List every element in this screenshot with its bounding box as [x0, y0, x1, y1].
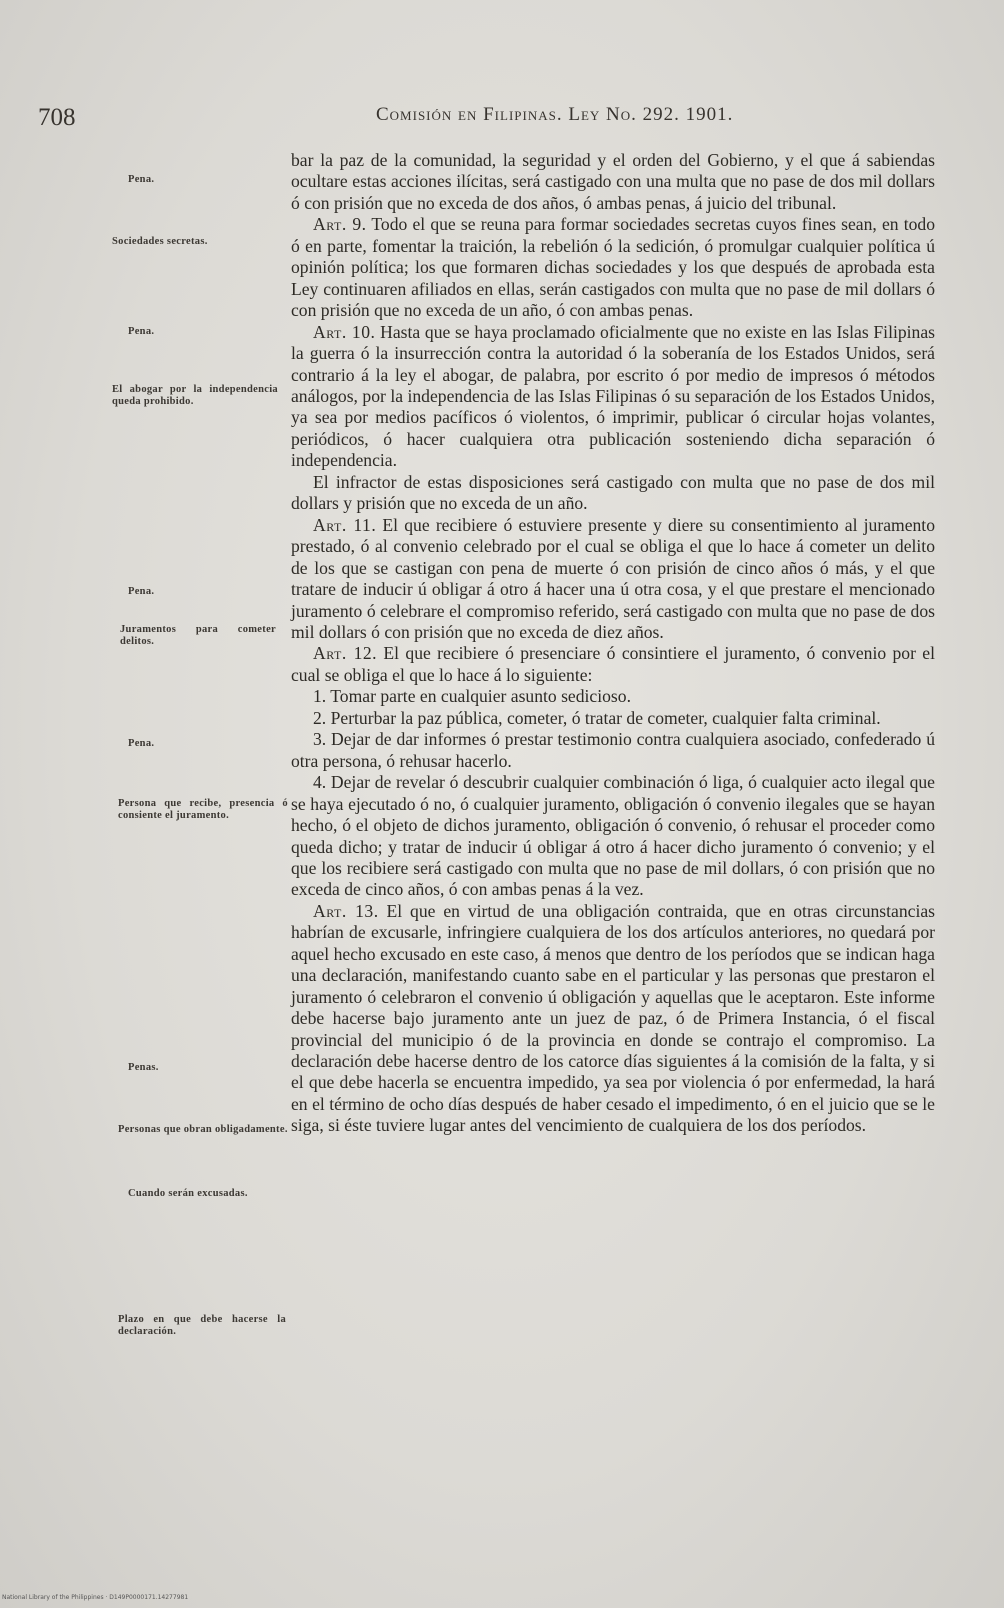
article-text: Hasta que se haya proclamado oficialmente que no existe en las Islas Filipinas la guerra ó la insurrección contra la autoridad ó la soberanía de los Estados Unidos, será contrario á la ley el abogar, de palabra, por escrito ó por medio de impresos ó métodos análogos, por la independencia de las Islas Filipinas ó su separación de los Estados Unidos, ya sea por medios pacíficos ó violentos, ó imprimir, publicar ó circular hojas volantes, periódicos, ó hacer cualquiera otra publicación sosteniendo dicha separación ó independencia. [291, 321, 935, 471]
article-text: El que recibiere ó estuviere presente y diere su consentimiento al juramento prestado, ó al convenio celebrado por el cual se obliga el que lo hace á cometer un delito de los que se castigan con pena de muerte ó con prisión de cinco años ó más, y el que tratare de inducir ú obligar á otro á hacer una ú otra cosa, y el que prestare el mencionado juramento ó celebrare el compromiso referido, será castigado con multa que no pase de dos mil dollars ó con prisión que no exceda de diez años. [291, 514, 935, 642]
paragraph-infractor: El infractor de estas disposiciones será castigado con multa que no pase de dos mil dollars y prisión que no exceda de un año. [291, 471, 935, 514]
article-label: Art. 11. [313, 514, 377, 535]
article-12 [291, 643, 935, 686]
margin-note-pena: Pena. [128, 174, 155, 185]
margin-note-independencia: El abogar por la independencia queda prohibido. [112, 384, 278, 407]
margin-note-obligadamente: Personas que obran obligadamente. [118, 1124, 288, 1135]
margin-note-juramentos: Juramentos para cometer delitos. [120, 624, 276, 647]
list-item: 3. Dejar de dar informes ó prestar testimonio contra cualquiera asociado, confederado ú otra persona, ó rehusar hacerlo. [291, 729, 935, 771]
article-label: Art. 13. [313, 900, 379, 921]
paragraph-continuation: bar la paz de la comunidad, la seguridad y el orden del Gobierno, y el que á sabiendas ocultare estas acciones ilícitas, será castigado con una multa que no pase de dos mil dollars ó con prisión que no exceda de dos años, ó ambas penas, á juicio del tribunal. [291, 150, 935, 213]
margin-note-persona-juramento: Persona que recibe, presencia ó consiente el juramento. [118, 798, 288, 821]
list-item: 4. Dejar de revelar ó descubrir cualquier combinación ó liga, ó cualquier acto ilegal que se haya ejecutado ó no, ó cualquier juramento, obligación ó convenio ilegales que se hayan hecho, ó el objeto de dichos juramento, obligación ó convenio, ó rehusar el proceder como queda dicho; y tratar de inducir ú obligar á otro á hacer dicho juramento ó convenio; y el que los recibiere será castigado con multa que no pase de mil dollars, ó con prisión que no exceda de cinco años, ó con ambas penas á la vez. [291, 772, 935, 900]
article-13 [291, 901, 935, 1137]
article-label: Art. 9. [313, 214, 367, 235]
running-head: Comisión en Filipinas. Ley No. 292. 1901. [376, 104, 734, 125]
margin-note-sociedades-secretas: Sociedades secretas. [112, 236, 208, 247]
list-item: 1. Tomar parte en cualquier asunto sedicioso. [313, 686, 631, 707]
list-item: 2. Perturbar la paz pública, cometer, ó tratar de cometer, cualquier falta criminal. [313, 707, 881, 728]
body-text [291, 150, 935, 1137]
margin-note-pena: Pena. [128, 738, 155, 749]
article-11 [291, 515, 935, 644]
article-text: El que en virtud de una obligación contraida, que en otras circunstancias habrían de excusarle, infringiere cualquiera de los dos artículos anteriores, no quedará por aquel hecho excusado en este caso, á menos que dentro de los períodos que se indican haga una declaración, manifestando cuanto sabe en el particular y las personas que prestaron el juramento ó celebraron el convenio ú obligación y aquellas que le aceptaron. Este informe debe hacerse bajo juramento ante un juez de paz, ó de Primera Instancia, ó el fiscal provincial del municipio ó de la provincia en donde se contrajo el compromiso. La declaración debe hacerse dentro de los catorce días siguientes á la comisión de la falta, y si el que debe hacerla se encuentra impedido, ya sea por violencia ó por enfermedad, la hará en el término de ocho días después de haber cesado el impedimento, ó en el juicio que se le siga, si éste tuviere lugar antes del vencimiento de cualquiera de los dos períodos. [291, 900, 936, 1136]
article-text: El que recibiere ó presenciare ó consintiere el juramento, ó convenio por el cual se obliga el que lo hace á lo siguiente: [291, 643, 936, 685]
article-label: Art. 12. [313, 643, 378, 664]
margin-note-pena: Pena. [128, 326, 155, 337]
article-10 [291, 322, 935, 472]
article-label: Art. 10. [313, 321, 376, 342]
margin-note-penas: Penas. [128, 1062, 159, 1073]
article-9 [291, 214, 935, 321]
article-text: Todo el que se reuna para formar sociedades secretas cuyos fines sean, en todo ó en parte, fomentar la traición, la rebelión ó la sedición, ó promulgar cualquier política ú opinión política; los que formaren dichas sociedades y los que después de aprobada esta Ley continuaren afiliados en ellas, serán castigados con multa que no pase de mil dollars ó con prisión que no exceda de un año, ó con ambas penas. [291, 214, 936, 321]
margin-note-plazo: Plazo en que debe hacerse la declaración. [118, 1314, 286, 1337]
scan-footer: National Library of the Philippines · D149P0000171.14277981 [2, 1594, 189, 1601]
margin-note-excusadas: Cuando serán excusadas. [128, 1188, 248, 1199]
margin-note-pena: Pena. [128, 586, 155, 597]
page-number: 708 [38, 104, 76, 131]
